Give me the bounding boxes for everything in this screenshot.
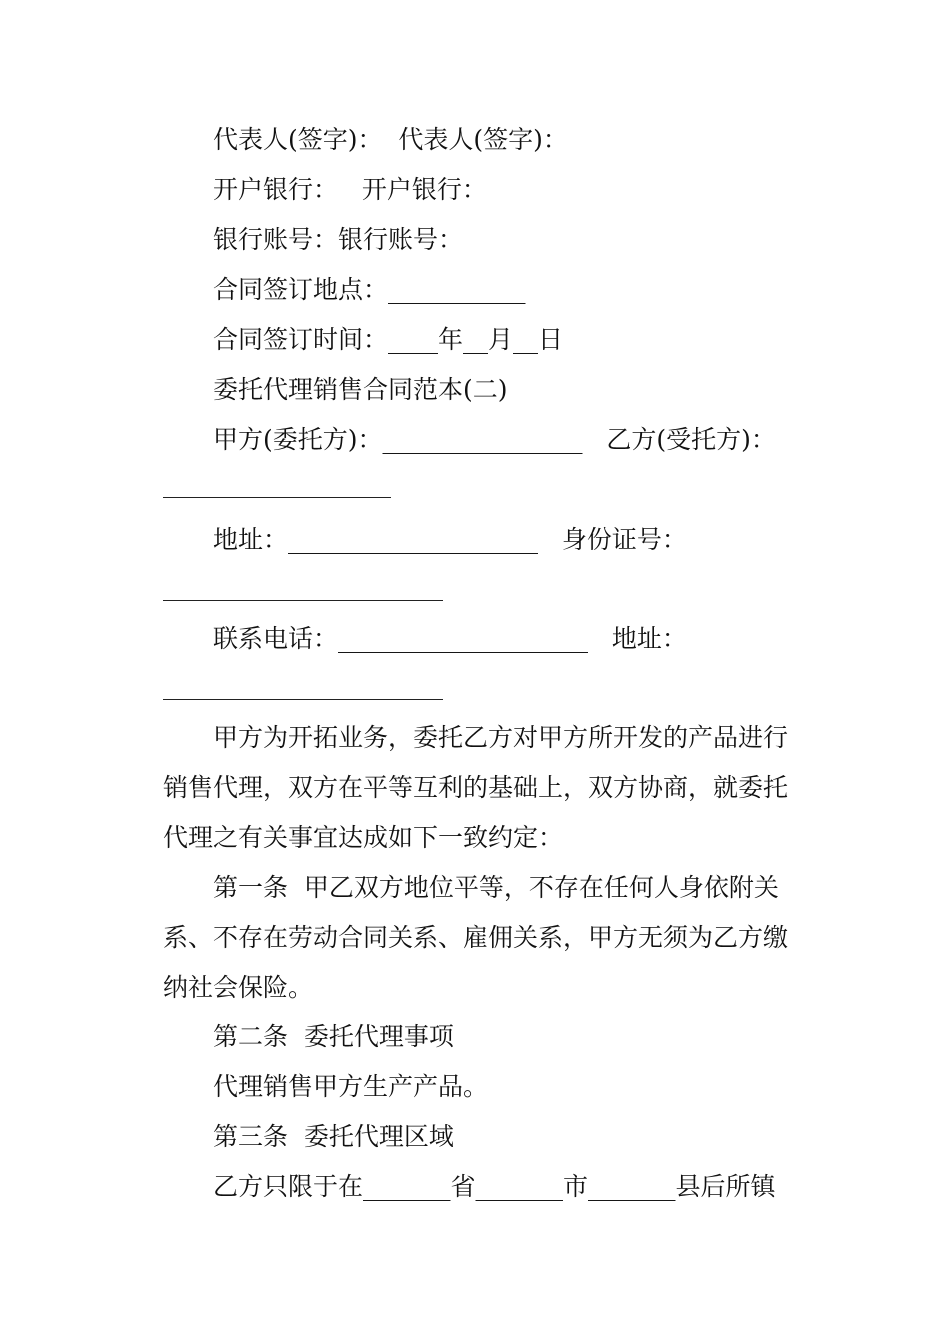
signing-date-line: 合同签订时间：____年__月__日 bbox=[213, 325, 564, 354]
id-number-blank bbox=[163, 600, 443, 601]
intro-paragraph-line-1: 甲方为开拓业务，委托乙方对甲方所开发的产品进行 bbox=[213, 723, 789, 752]
contract-title: 委托代理销售合同范本(二) bbox=[213, 375, 508, 404]
intro-paragraph-line-3: 代理之有关事宜达成如下一致约定： bbox=[163, 823, 564, 852]
article-1-line-2: 系、不存在劳动合同关系、雇佣关系，甲方无须为乙方缴 bbox=[163, 923, 789, 952]
article-3-content: 乙方只限于在_______省_______市_______县后所镇 bbox=[213, 1172, 776, 1201]
party-a-b-line: 甲方(委托方)：________________ 乙方(受托方)： bbox=[213, 425, 776, 454]
address-id-line: 地址：____________________ 身份证号： bbox=[213, 525, 687, 554]
article-1-line-1: 第一条 甲乙双方地位平等，不存在任何人身依附关 bbox=[213, 873, 779, 902]
article-3-heading: 第三条 委托代理区域 bbox=[213, 1122, 454, 1151]
article-2-heading: 第二条 委托代理事项 bbox=[213, 1022, 454, 1051]
article-1-line-3: 纳社会保险。 bbox=[163, 973, 314, 1002]
phone-address-line: 联系电话：____________________ 地址： bbox=[213, 624, 687, 653]
signature-representative-line: 代表人(签字)： 代表人(签字)： bbox=[213, 125, 568, 154]
bank-name-line: 开户银行： 开户银行： bbox=[213, 175, 487, 204]
article-2-content: 代理销售甲方生产产品。 bbox=[213, 1072, 489, 1101]
intro-paragraph-line-2: 销售代理，双方在平等互利的基础上，双方协商，就委托 bbox=[163, 773, 789, 802]
party-b-blank bbox=[163, 497, 391, 498]
signing-place-line: 合同签订地点：___________ bbox=[213, 275, 526, 304]
address-blank bbox=[163, 699, 443, 700]
bank-account-line: 银行账号：银行账号： bbox=[213, 225, 464, 254]
